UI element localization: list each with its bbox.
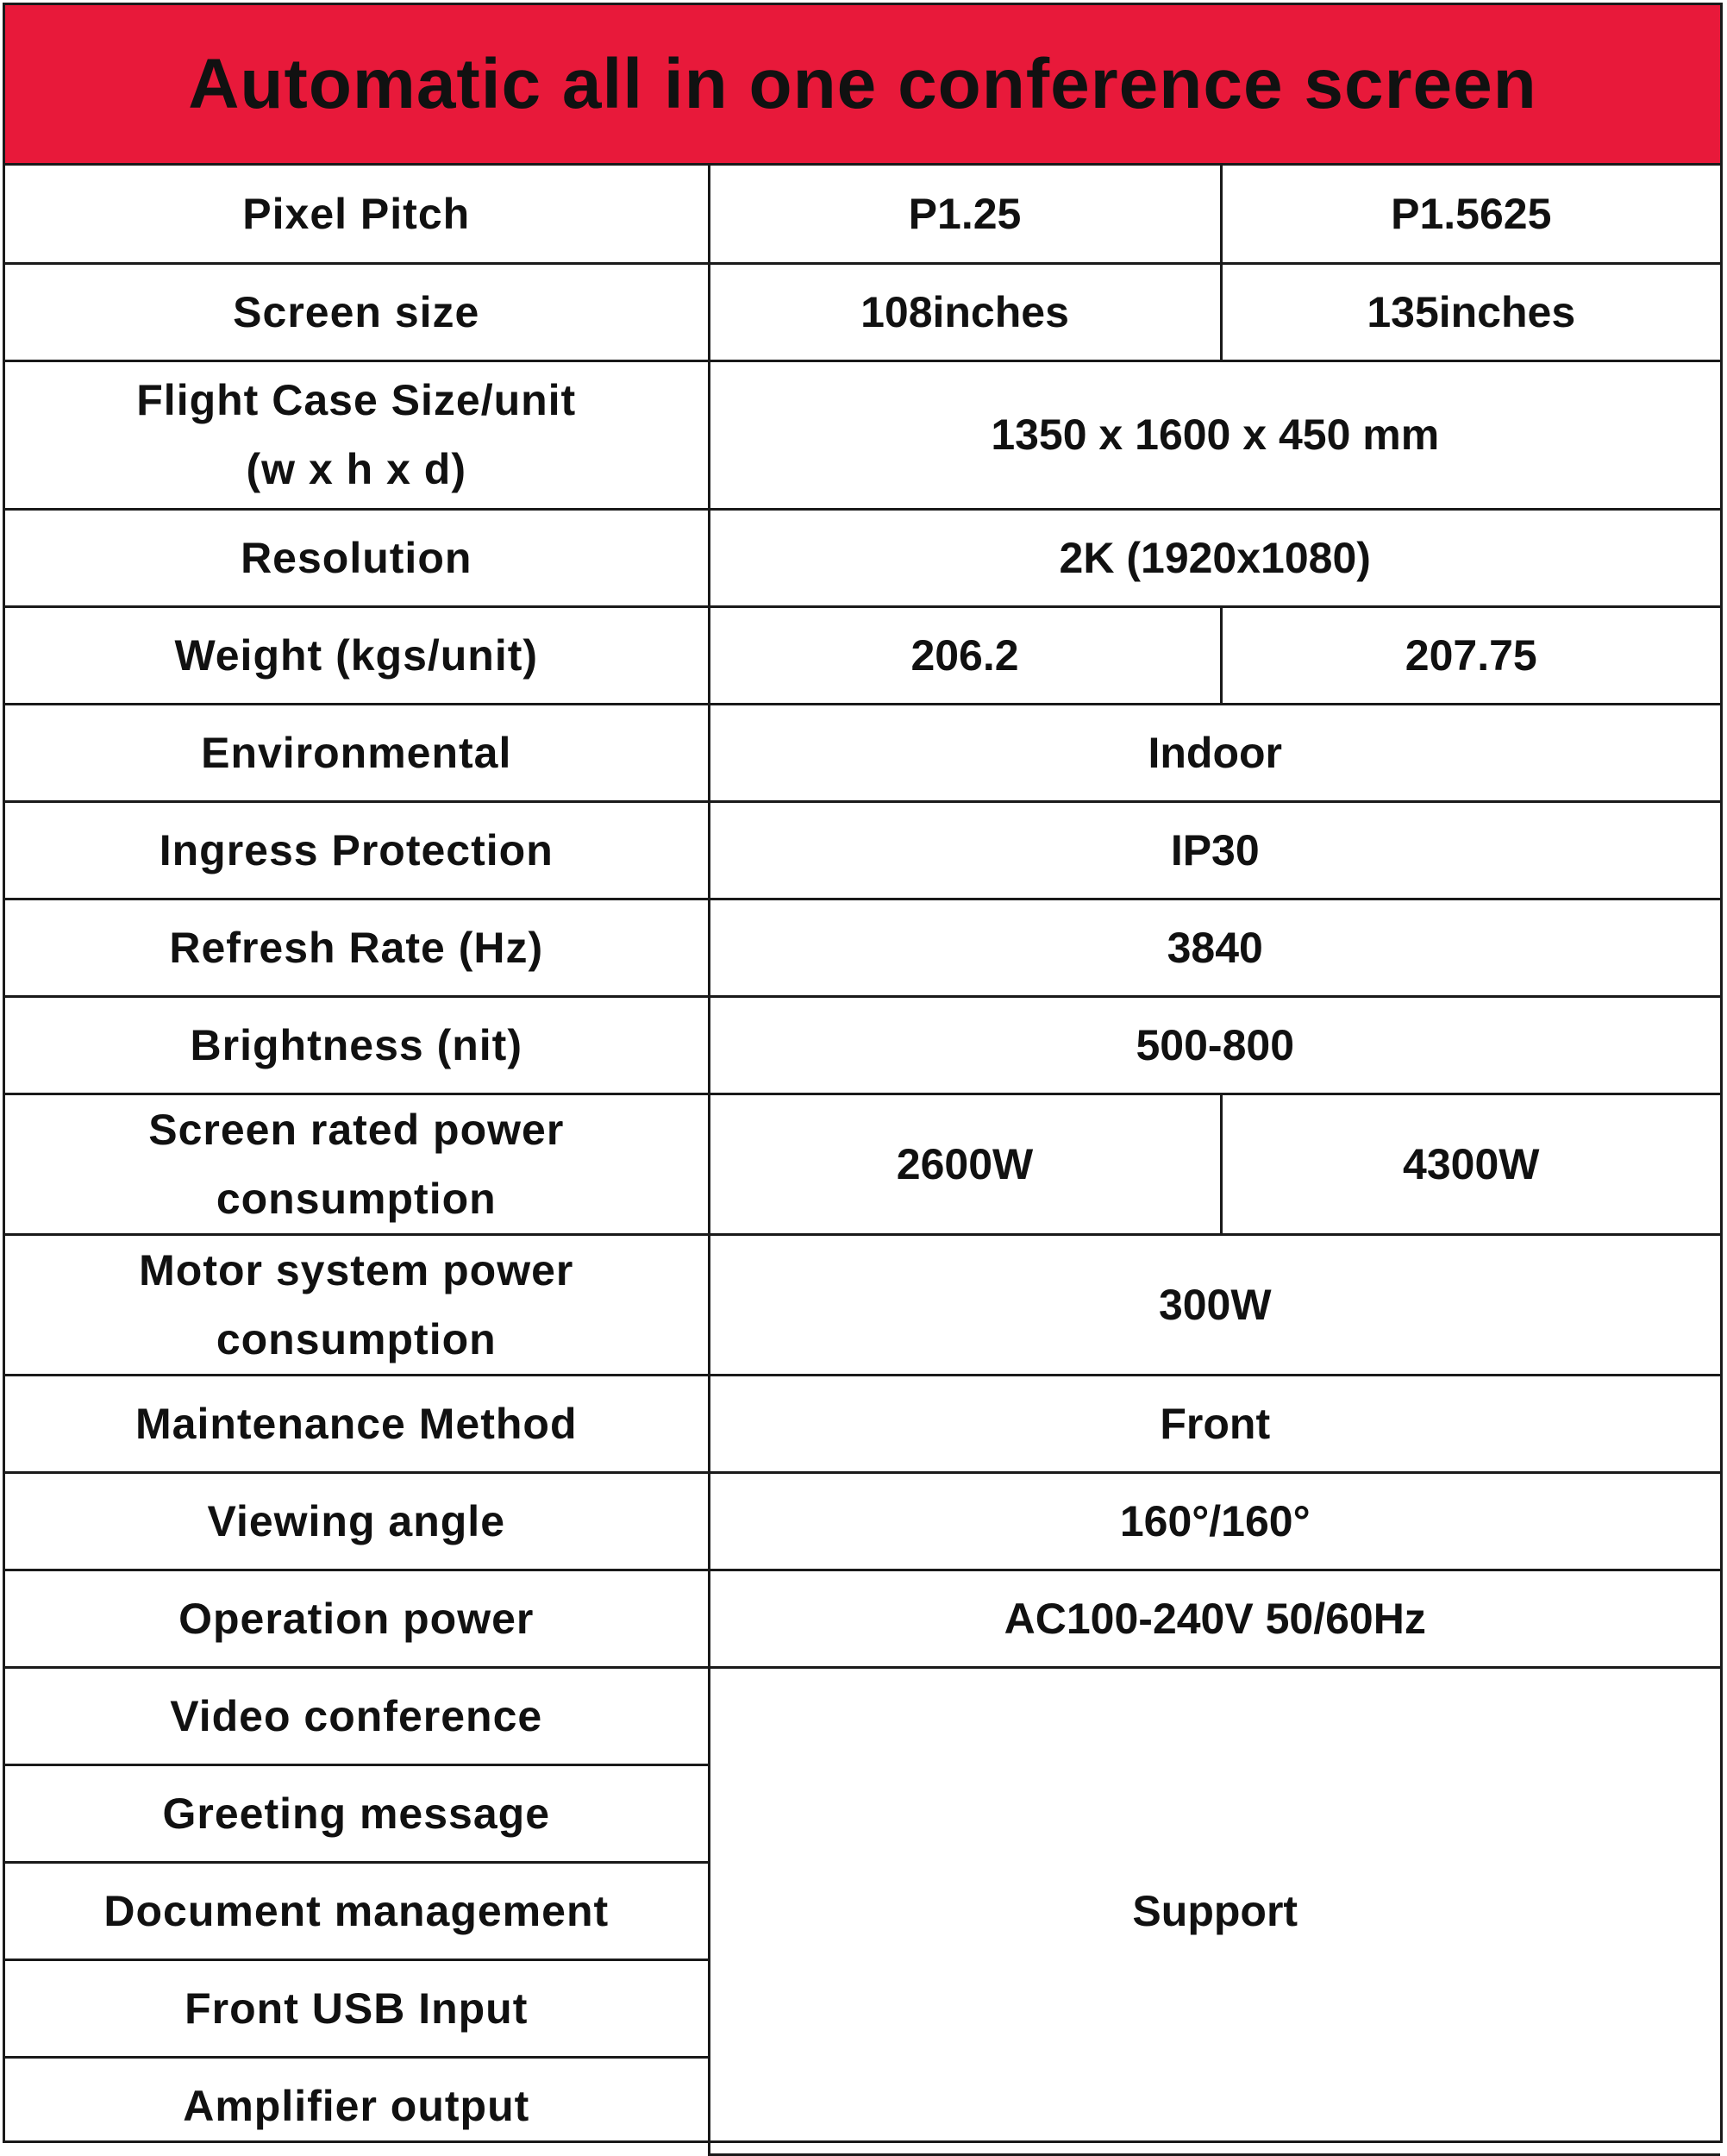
cell-value: 500-800 <box>709 996 1720 1094</box>
row-label-line: Screen rated power <box>148 1105 565 1154</box>
row-label: Viewing angle <box>5 1472 709 1570</box>
cell-value: 135inches <box>1221 263 1720 360</box>
table-row <box>5 899 1720 996</box>
cell-value: 1350 x 1600 x 450 mm <box>709 360 1720 509</box>
row-label: Amplifier output <box>5 2057 709 2154</box>
table-row <box>5 1234 1720 1375</box>
row-label: Pixel Pitch <box>5 166 709 263</box>
cell-value: Indoor <box>709 704 1720 801</box>
spec-sheet <box>3 3 1723 2143</box>
table-row <box>5 606 1720 704</box>
table-row <box>5 996 1720 1094</box>
row-label: Operation power <box>5 1570 709 1667</box>
row-label: Refresh Rate (Hz) <box>5 899 709 996</box>
spec-table <box>5 166 1720 2156</box>
cell-value: 2600W <box>709 1094 1221 1234</box>
row-label: Brightness (nit) <box>5 996 709 1094</box>
row-label: Resolution <box>5 509 709 606</box>
table-row <box>5 1375 1720 1472</box>
row-label: Video conference <box>5 1667 709 1764</box>
table-row <box>5 1094 1720 1234</box>
cell-value: 300W <box>709 1234 1720 1375</box>
cell-value: 108inches <box>709 263 1221 360</box>
row-label: Screen size <box>5 263 709 360</box>
row-label-line: consumption <box>216 1314 497 1363</box>
row-label: Environmental <box>5 704 709 801</box>
table-row <box>5 509 1720 606</box>
table-row <box>5 360 1720 509</box>
row-label: Ingress Protection <box>5 801 709 899</box>
table-row <box>5 1667 1720 1764</box>
row-label <box>5 1234 709 1375</box>
row-label-line: (w x h x d) <box>246 445 466 493</box>
cell-value: 4300W <box>1221 1094 1720 1234</box>
row-label: Front USB Input <box>5 1959 709 2057</box>
cell-value: P1.5625 <box>1221 166 1720 263</box>
cell-value: 3840 <box>709 899 1720 996</box>
cell-value: AC100-240V 50/60Hz <box>709 1570 1720 1667</box>
cell-value: IP30 <box>709 801 1720 899</box>
row-label: Greeting message <box>5 1764 709 1862</box>
row-label: Maintenance Method <box>5 1375 709 1472</box>
table-row <box>5 1472 1720 1570</box>
row-label <box>5 1094 709 1234</box>
title-bar <box>5 5 1720 166</box>
cell-value: 160°/160° <box>709 1472 1720 1570</box>
row-label: Document management <box>5 1862 709 1959</box>
row-label-line: Motor system power <box>139 1245 574 1294</box>
page-title: Automatic all in one conference screen <box>188 44 1537 123</box>
table-row <box>5 263 1720 360</box>
table-row <box>5 1570 1720 1667</box>
table-row <box>5 801 1720 899</box>
cell-value: P1.25 <box>709 166 1221 263</box>
row-label: Weight (kgs/unit) <box>5 606 709 704</box>
row-label-line: consumption <box>216 1174 497 1223</box>
row-label <box>5 360 709 509</box>
cell-value: Front <box>709 1375 1720 1472</box>
table-row <box>5 704 1720 801</box>
cell-value: 2K (1920x1080) <box>709 509 1720 606</box>
table-row <box>5 166 1720 263</box>
cell-value: Support <box>709 1667 1720 2154</box>
cell-value: 206.2 <box>709 606 1221 704</box>
row-label-line: Flight Case Size/unit <box>136 376 577 424</box>
cell-value: 207.75 <box>1221 606 1720 704</box>
